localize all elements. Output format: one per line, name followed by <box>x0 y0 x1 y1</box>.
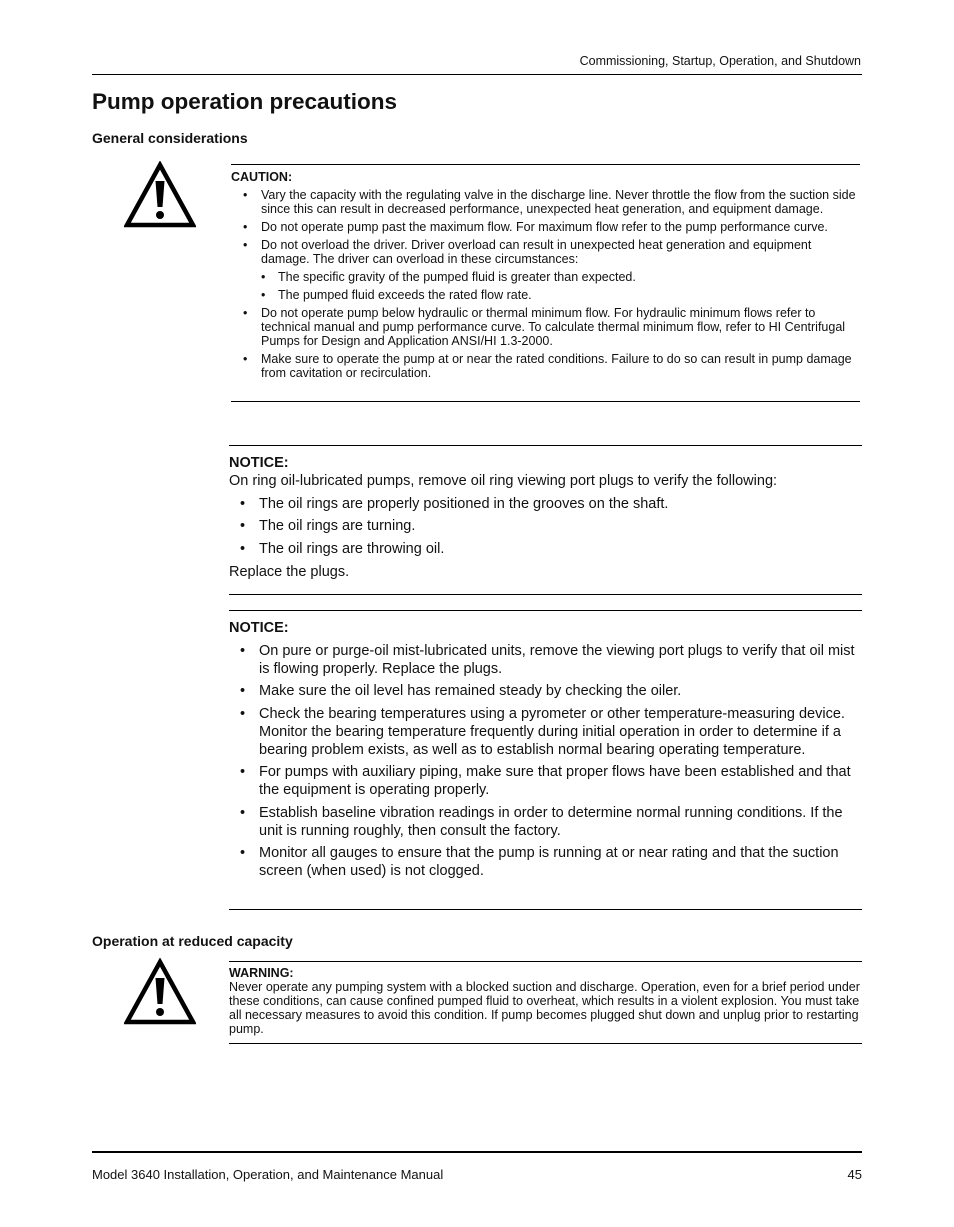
page-title: Pump operation precautions <box>92 89 398 114</box>
notice-label: NOTICE: <box>229 620 289 636</box>
warning-triangle-icon <box>124 958 196 1026</box>
caution-sub-item: • The specific gravity of the pumped fluid is greater than expected. <box>261 270 860 284</box>
notice-item: • Check the bearing temperatures using a pyrometer or other temperature-measuring device. Monitor the bearing temperature frequently during initial operation in order to determine if a bearing problem exists, as well as to establish normal bearing operating temperature. <box>229 705 862 759</box>
footer-manual-title: Model 3640 Installation, Operation, and Maintenance Manual <box>92 1167 444 1182</box>
section-heading-general: General considerations <box>92 130 248 146</box>
warning-box <box>229 961 862 1044</box>
footer-rule <box>92 1151 862 1153</box>
running-header: Commissioning, Startup, Operation, and Shutdown <box>579 54 861 68</box>
caution-box <box>231 164 860 402</box>
caution-item <box>231 238 860 302</box>
notice-item: • Monitor all gauges to ensure that the pump is running at or near rating and that the suction screen (when used) is not clogged. <box>229 844 862 880</box>
notice-outro: Replace the plugs. <box>229 563 350 580</box>
caution-item-text: Do not overload the driver. Driver overload can result in unexpected heat generation and equipment damage. The driver can overload in these circumstances: <box>261 238 812 266</box>
warning-triangle-icon <box>124 161 196 229</box>
warning-text: Never operate any pumping system with a blocked suction and discharge. Operation, even for a brief period under these conditions, can cause confined pumped fluid to overheat, which results in a violent explosion. You must take all necessary measures to avoid this condition. If pump becomes plugged shut down and unplug prior to restarting pump. <box>229 980 860 1036</box>
caution-label: CAUTION: <box>231 170 293 184</box>
notice-item: • Make sure the oil level has remained steady by checking the oiler. <box>229 682 862 700</box>
notice-label: NOTICE: <box>229 455 289 471</box>
page-number: 45 <box>847 1167 862 1182</box>
caution-sub-item: • The pumped fluid exceeds the rated flow rate. <box>261 288 860 302</box>
notice-item: • For pumps with auxiliary piping, make sure that proper flows have been established and that the equipment is operating properly. <box>229 763 862 799</box>
caution-item: • Do not operate pump below hydraulic or thermal minimum flow. For hydraulic minimum flows refer to technical manual and pump performance curve. To calculate thermal minimum flow, refer to HI Centrifugal Pumps for Design and Application ANSI/HI 1.3-2000. <box>231 306 860 348</box>
notice-intro: On ring oil-lubricated pumps, remove oil ring viewing port plugs to verify the following: <box>229 473 778 489</box>
caution-item: • Vary the capacity with the regulating valve in the discharge line. Never throttle the flow from the suction side since this can result in decreased performance, unexpected heat generation, and equipment damage. <box>231 188 860 216</box>
notice-box-oil-rings <box>229 445 862 595</box>
notice-item: • Establish baseline vibration readings in order to determine normal running conditions. If the unit is running roughly, then consult the factory. <box>229 804 862 840</box>
notice-item: • The oil rings are turning. <box>229 517 862 535</box>
header-rule <box>92 74 862 75</box>
section-heading-reduced-capacity: Operation at reduced capacity <box>92 933 293 949</box>
notice-box-lubrication <box>229 610 862 910</box>
notice-list <box>229 642 862 881</box>
warning-label: WARNING: <box>229 966 294 980</box>
notice-item: • The oil rings are throwing oil. <box>229 540 862 558</box>
notice-list <box>229 495 862 558</box>
notice-item: • On pure or purge-oil mist-lubricated units, remove the viewing port plugs to verify that oil mist is flowing properly. Replace the plugs. <box>229 642 862 678</box>
caution-sub-list <box>261 270 860 302</box>
caution-item: • Do not operate pump past the maximum flow. For maximum flow refer to the pump performance curve. <box>231 220 860 234</box>
caution-item: • Make sure to operate the pump at or near the rated conditions. Failure to do so can result in pump damage from cavitation or recirculation. <box>231 352 860 380</box>
caution-list <box>231 188 860 380</box>
notice-item: • The oil rings are properly positioned in the grooves on the shaft. <box>229 495 862 513</box>
